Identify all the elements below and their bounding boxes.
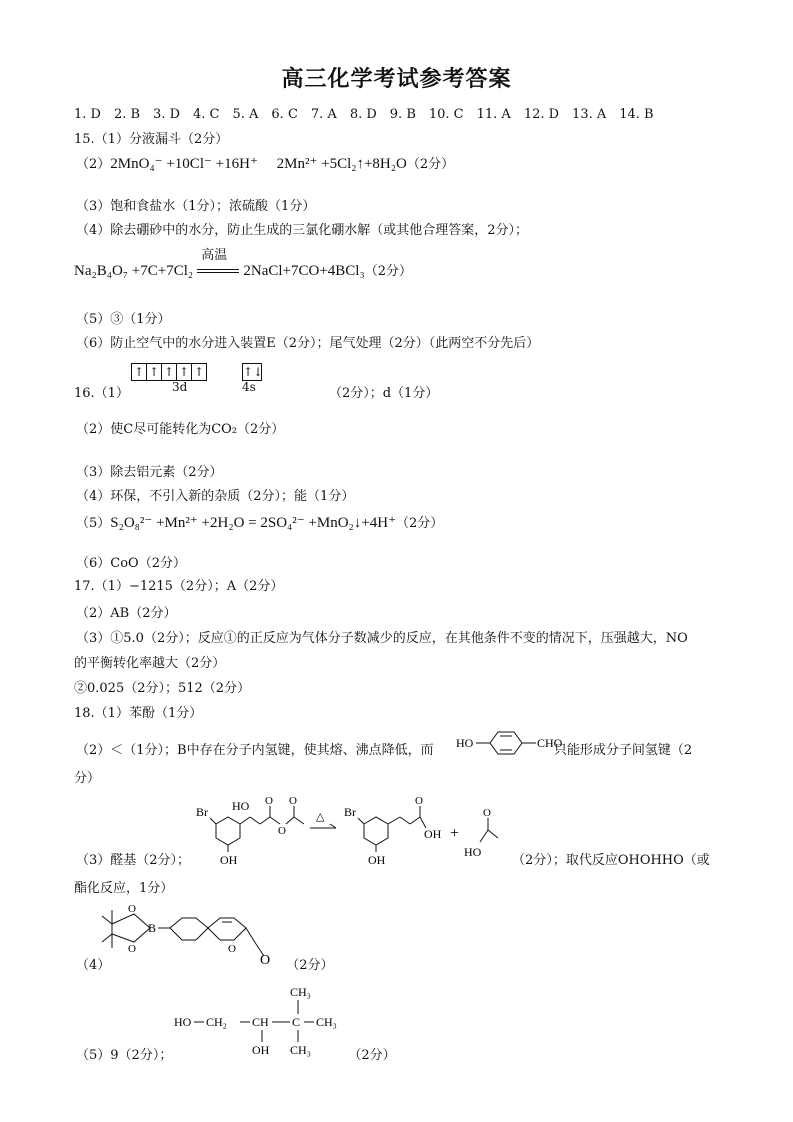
q18-part5: （5）9（2分）； （2分）	[76, 1048, 396, 1063]
svg-text:O: O	[260, 953, 271, 968]
q15-part6: （6）防止空气中的水分进入装置E（2分）；尾气处理（2分）（此两空不分先后）	[76, 336, 540, 351]
q17-part3c: ②0.025（2分）；512（2分）	[74, 681, 251, 696]
label-3d: 3d	[172, 380, 188, 394]
q16-part4: （4）环保，不引入新的杂质（2分）；能（1分）	[76, 489, 355, 504]
q16-part2: （2）使C尽可能转化为CO₂（2分）	[76, 422, 285, 437]
svg-text:CH₃: CH₃	[290, 1043, 311, 1057]
svg-text:O: O	[228, 943, 236, 955]
q15-part2-label: （2）	[76, 157, 111, 172]
svg-text:CH₃: CH₃	[316, 1015, 337, 1029]
q16-part5: （5）S₂O₈²⁻ +Mn²⁺ +2H₂O = 2SO₄²⁻ +MnO₂↓+4H⁺（2分）	[76, 515, 444, 531]
q16-part6: （6）CoO（2分）	[76, 556, 186, 571]
q15-part5: （5）③（1分）	[76, 312, 171, 327]
q16-equation: S₂O₈²⁻ +Mn²⁺ +2H₂O = 2SO₄²⁻ +MnO₂↓+4H⁺	[110, 515, 396, 531]
svg-text:O: O	[265, 795, 273, 807]
svg-text:△: △	[316, 811, 325, 823]
p-hydroxybenzaldehyde-structure	[456, 728, 572, 758]
svg-text:O: O	[128, 903, 136, 915]
svg-text:C: C	[292, 1015, 301, 1029]
label-4s: 4s	[242, 380, 256, 394]
eq-right: 2NaCl+7CO+4BCl₃	[243, 263, 365, 279]
svg-text:OH: OH	[424, 827, 442, 841]
q15-part2	[76, 155, 454, 174]
q15-part4-equation	[74, 247, 412, 281]
q17-part3a: （3）①5.0（2分）；反应①的正反应为气体分子数减少的反应，在其他条件不变的情况下，压强越大，NO	[76, 631, 688, 646]
svg-text:O: O	[278, 825, 286, 837]
svg-text:Br: Br	[196, 805, 208, 819]
q15-part1: 15.（1）分液漏斗（2分）	[74, 132, 229, 147]
orbital-3d: ↑ ↑ ↑ ↑ ↑	[131, 361, 206, 381]
q17-part3b: 的平衡转化率越大（2分）	[74, 656, 226, 671]
svg-text:HO: HO	[464, 845, 482, 859]
svg-text:O: O	[128, 943, 136, 955]
q16-part1: 16.（1） （2分）；d（1分）	[74, 386, 439, 401]
q18-part4: （4） （2分）	[76, 958, 334, 973]
svg-text:CHO: CHO	[537, 736, 563, 750]
q17-part1: 17.（1）−1215（2分）；A（2分）	[74, 579, 284, 594]
page-title: 高三化学考试参考答案	[281, 66, 512, 92]
svg-text:HO: HO	[456, 736, 474, 750]
q15-part2-score: （2分）	[406, 157, 455, 172]
q18-part1: 18.（1）苯酚（1分）	[74, 706, 203, 721]
svg-text:OH: OH	[220, 853, 238, 867]
q15-part4: （4）除去硼砂中的水分，防止生成的三氯化硼水解（或其他合理答案，2分）；	[76, 223, 529, 238]
q18-part3-end: 酯化反应，1分）	[74, 881, 174, 896]
q15-part4-score: （2分）	[364, 264, 412, 279]
svg-text:Br: Br	[344, 805, 356, 819]
svg-text:B: B	[148, 921, 157, 935]
svg-text:CH: CH	[252, 1015, 269, 1029]
eq-left: Na₂B₄O₇ +7C+7Cl₂	[74, 263, 194, 279]
q18-part3: （3）醛基（2分）； （2分）；取代反应OHOHHO（或	[76, 853, 710, 868]
q15-part3: （3）饱和食盐水（1分）；浓硫酸（1分）	[76, 199, 316, 214]
svg-text:CH₂: CH₂	[206, 1015, 227, 1029]
condition-label: 高温	[201, 247, 228, 263]
svg-text:HO: HO	[232, 799, 250, 813]
q18-part2: （2）＜（1分）；B中存在分子内氢键，使其熔、沸点降低，而 只能形成分子间氢键（2	[76, 743, 693, 758]
svg-text:HO: HO	[174, 1015, 192, 1029]
multiple-choice-answers: 1. D 2. B 3. D 4. C 5. A 6. C 7. A 8. D 9. B 10. C 11. A 12. D 13. A 14. B	[74, 107, 654, 122]
svg-text:O: O	[289, 795, 297, 807]
q17-part2: （2）AB（2分）	[76, 606, 177, 621]
q16-part3: （3）除去铝元素（2分）	[76, 465, 223, 480]
svg-text:O: O	[415, 795, 423, 807]
svg-text:OH: OH	[252, 1043, 270, 1057]
svg-text:OH: OH	[368, 853, 386, 867]
orbital-4s: ↑↓	[243, 365, 264, 379]
svg-text:+: +	[450, 825, 460, 842]
svg-text:CH₃: CH₃	[290, 985, 311, 999]
q15-equation: 2MnO₄⁻ +10Cl⁻ +16H⁺ 2Mn²⁺ +5Cl₂↑+8H₂O	[110, 156, 407, 172]
svg-text:O: O	[483, 807, 491, 819]
high-temp-condition	[197, 247, 239, 281]
q18-part2-end: 分）	[74, 771, 101, 786]
